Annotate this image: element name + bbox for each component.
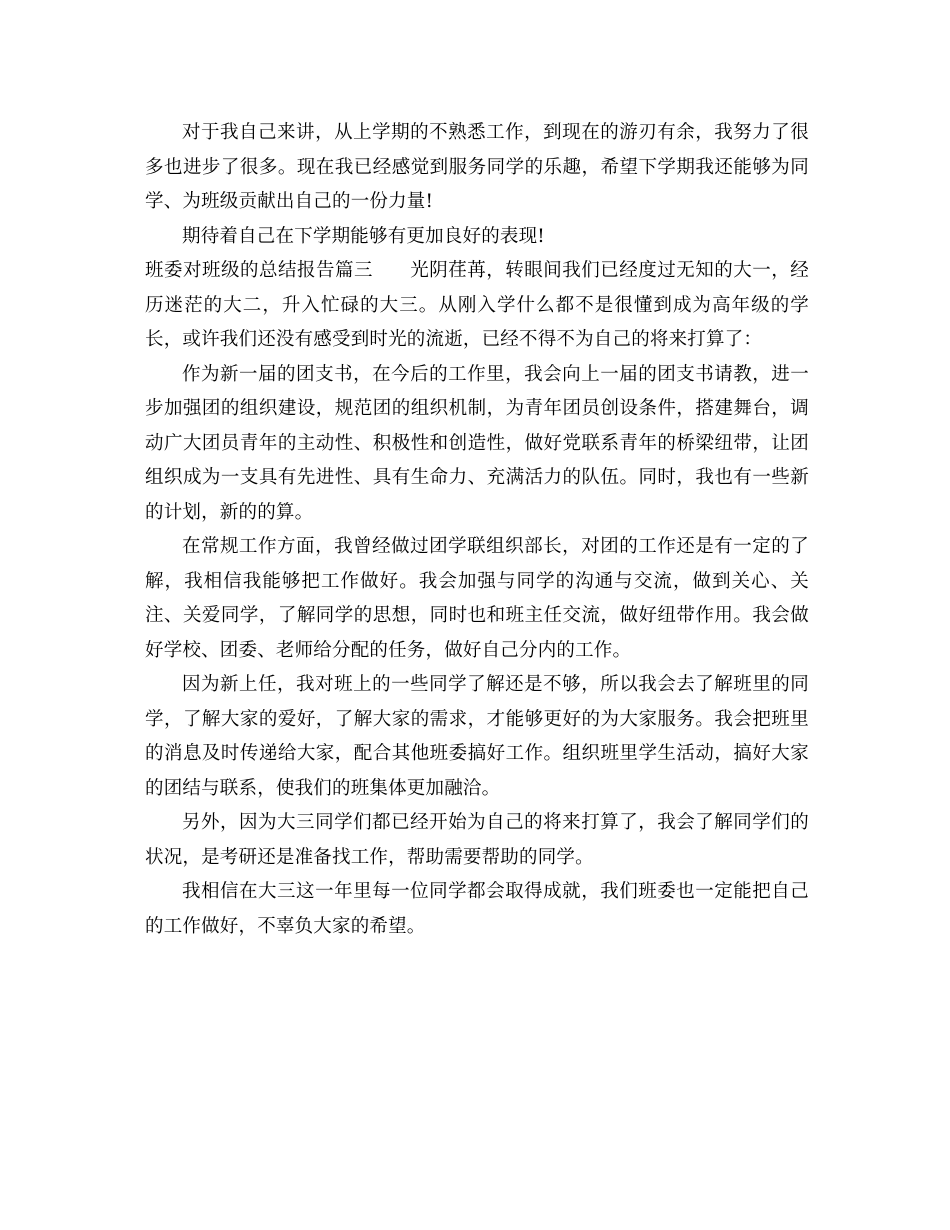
paragraph-5: 因为新上任，我对班上的一些同学了解还是不够，所以我会去了解班里的同学，了解大家的爱好，了解大家的需求，才能够更好的为大家服务。我会把班里的消息及时传递给大家，配合其他班委搞好工作。组织班里学生活动，搞好大家的团结与联系，使我们的班集体更加融洽。 <box>145 674 809 799</box>
paragraph-4: 在常规工作方面，我曾经做过团学联组织部长，对团的工作还是有一定的了解，我相信我能够把工作做好。我会加强与同学的沟通与交流，做到关心、关注、关爱同学，了解同学的思想，同时也和班主任交流，做好纽带作用。我会做好学校、团委、老师给分配的任务，做好自己分内的工作。 <box>145 536 809 661</box>
section-intro-text: 光阴荏苒，转眼间我们已经度过无知的大一，经历迷茫的大二，升入忙碌的大三。从刚入学什么都不是很懂到成为高年级的学长，或许我们还没有感受到时光的流逝，已经不得不为自己的将来打算了： <box>145 260 809 350</box>
paragraph-7: 我相信在大三这一年里每一位同学都会取得成就，我们班委也一定能把自己的工作做好，不辜负大家的希望。 <box>145 881 809 937</box>
paragraph-2: 期待着自己在下学期能够有更加良好的表现! <box>182 225 545 247</box>
paragraph-6: 另外，因为大三同学们都已经开始为自己的将来打算了，我会了解同学们的状况，是考研还是准备找工作，帮助需要帮助的同学。 <box>145 812 809 868</box>
paragraph-1: 对于我自己来讲，从上学期的不熟悉工作，到现在的游刃有余，我努力了很多也进步了很多。现在我已经感觉到服务同学的乐趣，希望下学期我还能够为同学、为班级贡献出自己的一份力量! <box>145 122 809 212</box>
section-title: 班委对班级的总结报告篇三 <box>145 260 373 281</box>
document-body <box>145 116 809 944</box>
section-heading-paragraph <box>145 254 809 358</box>
paragraph-3: 作为新一届的团支书，在今后的工作里，我会向上一届的团支书请教，进一步加强团的组织建设，规范团的组织机制，为青年团员创设条件，搭建舞台，调动广大团员青年的主动性、积极性和创造性，做好党联系青年的桥梁纽带，让团组织成为一支具有先进性、具有生命力、充满活力的队伍。同时，我也有一些新的计划，新的的算。 <box>145 363 809 523</box>
